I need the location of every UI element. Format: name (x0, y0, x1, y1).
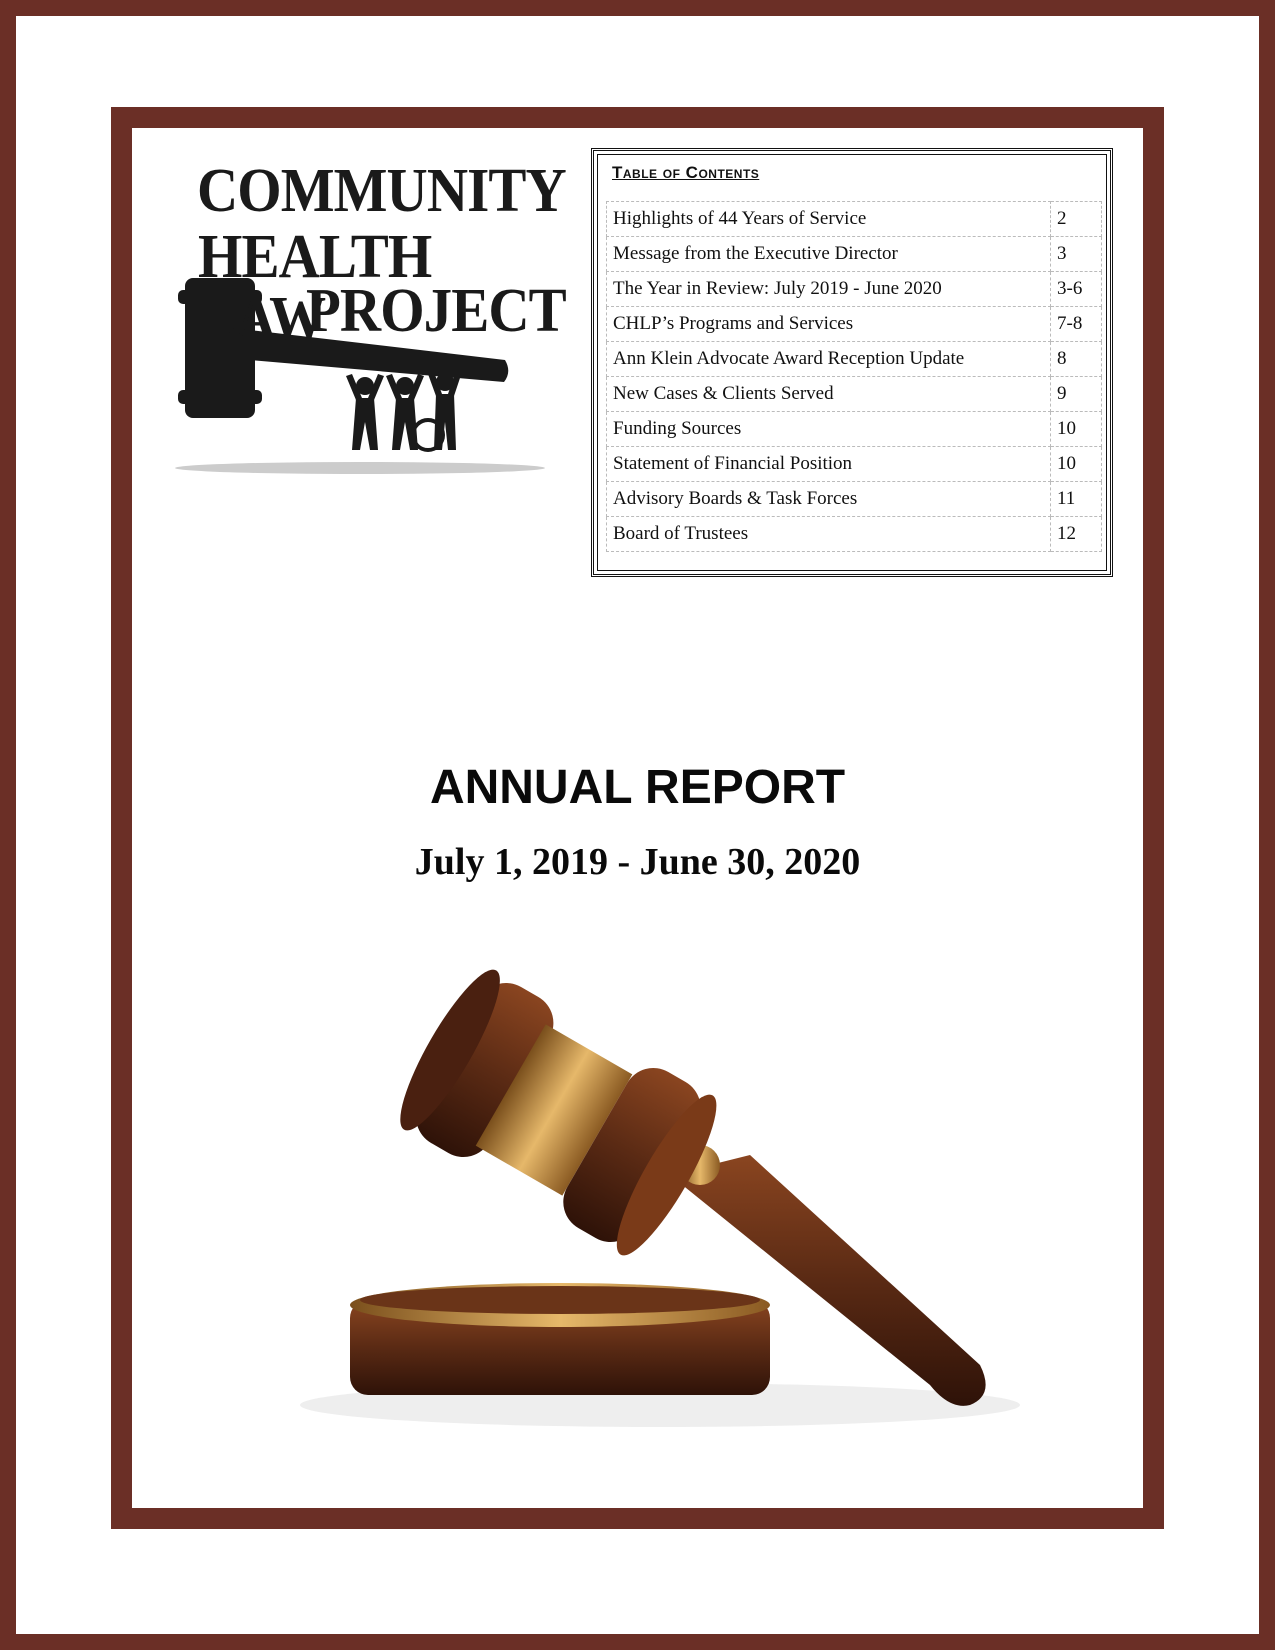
toc-entry-label: The Year in Review: July 2019 - June 2020 (607, 272, 1051, 307)
toc-entry-label: Statement of Financial Position (607, 447, 1051, 482)
report-date-range: July 1, 2019 - June 30, 2020 (414, 841, 861, 883)
toc-entry-page: 9 (1051, 377, 1102, 412)
gavel-icon (280, 965, 1060, 1465)
toc-row (607, 377, 1102, 412)
toc-entry-label: Board of Trustees (607, 517, 1051, 552)
toc-row (607, 517, 1102, 552)
toc-row (607, 202, 1102, 237)
logo-text-line1: COMMUNITY (197, 157, 566, 225)
toc-entry-page: 10 (1051, 447, 1102, 482)
toc-row (607, 342, 1102, 377)
toc-row (607, 307, 1102, 342)
toc-entry-label: Message from the Executive Director (607, 237, 1051, 272)
chlp-logo (160, 150, 566, 480)
toc-entry-label: Highlights of 44 Years of Service (607, 202, 1051, 237)
toc-title: Table of Contents (612, 163, 760, 182)
table-of-contents (591, 148, 1113, 577)
toc-entry-label: CHLP’s Programs and Services (607, 307, 1051, 342)
toc-entry-label: Advisory Boards & Task Forces (607, 482, 1051, 517)
toc-entry-label: New Cases & Clients Served (607, 377, 1051, 412)
toc-entry-page: 11 (1051, 482, 1102, 517)
logo-text-line3: PROJECT (306, 277, 566, 345)
toc-entry-page: 3 (1051, 237, 1102, 272)
toc-table (606, 201, 1102, 552)
toc-row (607, 237, 1102, 272)
toc-entry-page: 2 (1051, 202, 1102, 237)
toc-entry-page: 10 (1051, 412, 1102, 447)
toc-row (607, 412, 1102, 447)
toc-row (607, 272, 1102, 307)
toc-entry-label: Funding Sources (607, 412, 1051, 447)
toc-row (607, 482, 1102, 517)
toc-entry-page: 8 (1051, 342, 1102, 377)
toc-entry-label: Ann Klein Advocate Award Reception Update (607, 342, 1051, 377)
toc-row (607, 447, 1102, 482)
toc-entry-page: 12 (1051, 517, 1102, 552)
logo-text-line2: HEALTH LAW (198, 223, 432, 353)
report-title: ANNUAL REPORT (429, 761, 846, 814)
toc-entry-page: 3-6 (1051, 272, 1102, 307)
toc-entry-page: 7-8 (1051, 307, 1102, 342)
